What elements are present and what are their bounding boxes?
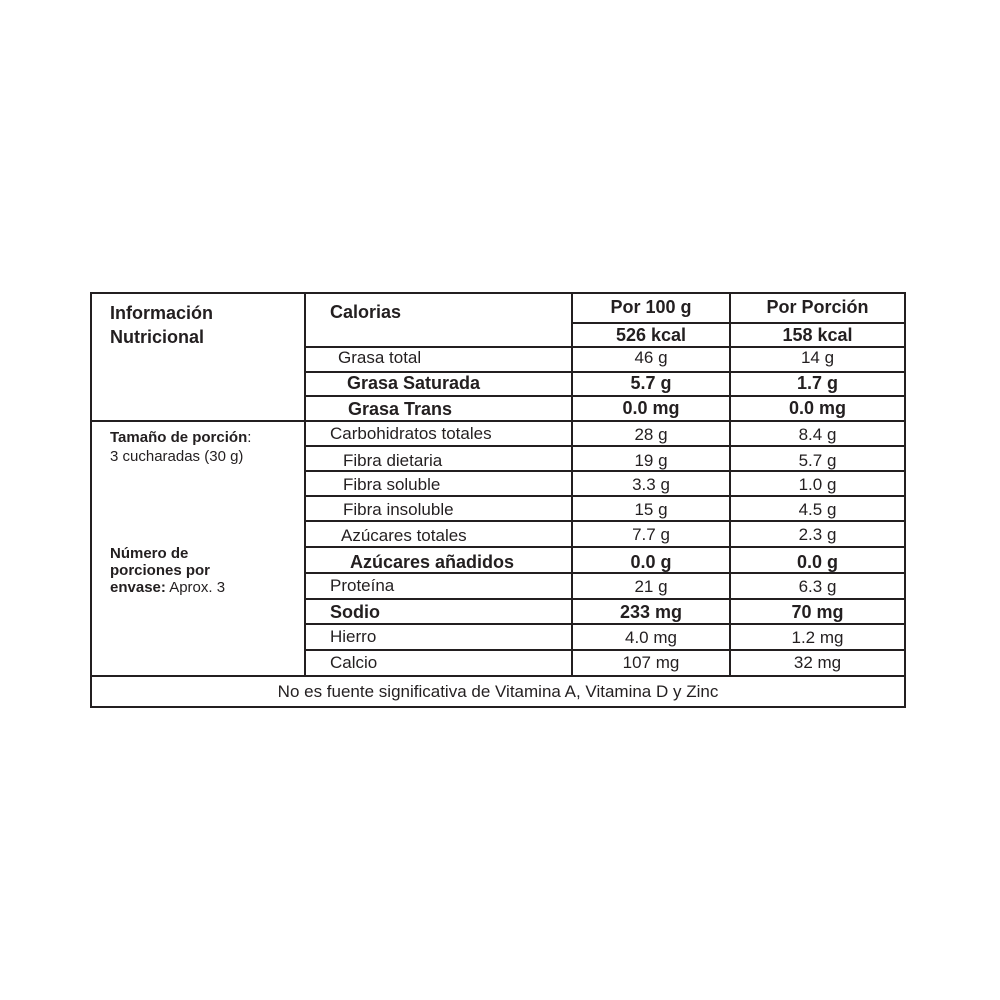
divider [571,322,904,324]
portions-label: Número de [110,545,189,562]
column-header-100g: Por 100 g [610,297,692,317]
nutrient-value-100g: 4.0 mg [625,628,677,647]
nutrient-value-100g: 107 mg [622,653,680,672]
nutrient-value-100g: 15 g [634,500,668,519]
calories-header: Calorias [330,302,402,322]
nutrient-value-portion: 2.3 g [798,525,837,544]
nutrient-value-portion: 5.7 g [798,451,837,470]
nutrient-name: Carbohidratos totales [330,424,492,443]
nutrient-value-100g: 46 g [634,348,668,367]
divider [304,520,904,522]
footer-note: No es fuente significativa de Vitamina A, Vitamina D y Zinc [277,682,719,701]
portions-value: Aprox. 3 [165,579,226,596]
divider [304,572,904,574]
portions-label: envase: [110,579,166,596]
nutrient-value-100g: 3.3 g [632,475,670,494]
nutrient-value-portion: 8.4 g [798,425,837,444]
nutrient-value-100g: 21 g [634,577,668,596]
nutrient-value-portion: 0.0 g [796,552,839,572]
nutrient-value-portion: 1.2 mg [791,628,844,647]
portions-label: porciones por [110,562,211,579]
nutrient-value-100g: 7.7 g [632,525,670,544]
divider [304,623,904,625]
nutrient-value-100g: 0.0 g [630,552,672,572]
serving-size-colon: : [247,429,252,446]
serving-size-label: Tamaño de porción [110,429,248,446]
divider [304,294,306,677]
nutrient-value-portion: 0.0 mg [788,398,847,418]
nutrient-name: Fibra soluble [343,475,441,494]
divider [304,395,904,397]
label-title-line: Nutricional [110,327,205,347]
divider [304,598,904,600]
nutrient-value-100g: 5.7 g [630,373,672,393]
nutrient-name: Grasa Saturada [347,373,481,393]
nutrient-value-portion: 4.5 g [798,500,837,519]
column-header-portion: Por Porción [766,297,869,317]
nutrient-value-portion: 1.7 g [796,373,839,393]
calories-per-portion: 158 kcal [782,325,853,345]
nutrient-value-portion: 14 g [800,348,835,367]
calories-per-100g: 526 kcal [615,325,687,345]
serving-size-value: 3 cucharadas (30 g) [110,448,244,465]
nutrient-value-100g: 0.0 mg [622,398,680,418]
label-title-line: Información [110,303,214,323]
nutrient-value-portion: 32 mg [793,653,842,672]
portions-per-container [110,545,260,596]
label-title [110,301,213,349]
nutrition-label [90,292,906,708]
divider [92,420,904,422]
nutrient-name: Calcio [330,653,378,672]
nutrient-value-100g: 233 mg [619,602,683,622]
nutrient-name: Azúcares añadidos [350,552,515,572]
nutrient-name: Sodio [330,602,380,622]
nutrient-name: Grasa total [338,348,422,367]
serving-size [110,428,251,466]
nutrient-value-portion: 6.3 g [798,577,837,596]
nutrient-value-100g: 28 g [634,425,668,444]
nutrient-name: Fibra insoluble [343,500,454,519]
nutrient-value-portion: 1.0 g [798,475,837,494]
nutrient-name: Hierro [330,627,377,646]
divider [304,546,904,548]
nutrient-name: Azúcares totales [341,526,467,545]
nutrient-value-100g: 19 g [634,451,668,470]
divider [304,495,904,497]
divider [304,649,904,651]
nutrient-value-portion: 70 mg [791,602,844,622]
nutrient-name: Fibra dietaria [343,451,443,470]
nutrient-name: Proteína [330,576,395,595]
nutrient-name: Grasa Trans [348,399,453,419]
divider [304,445,904,447]
